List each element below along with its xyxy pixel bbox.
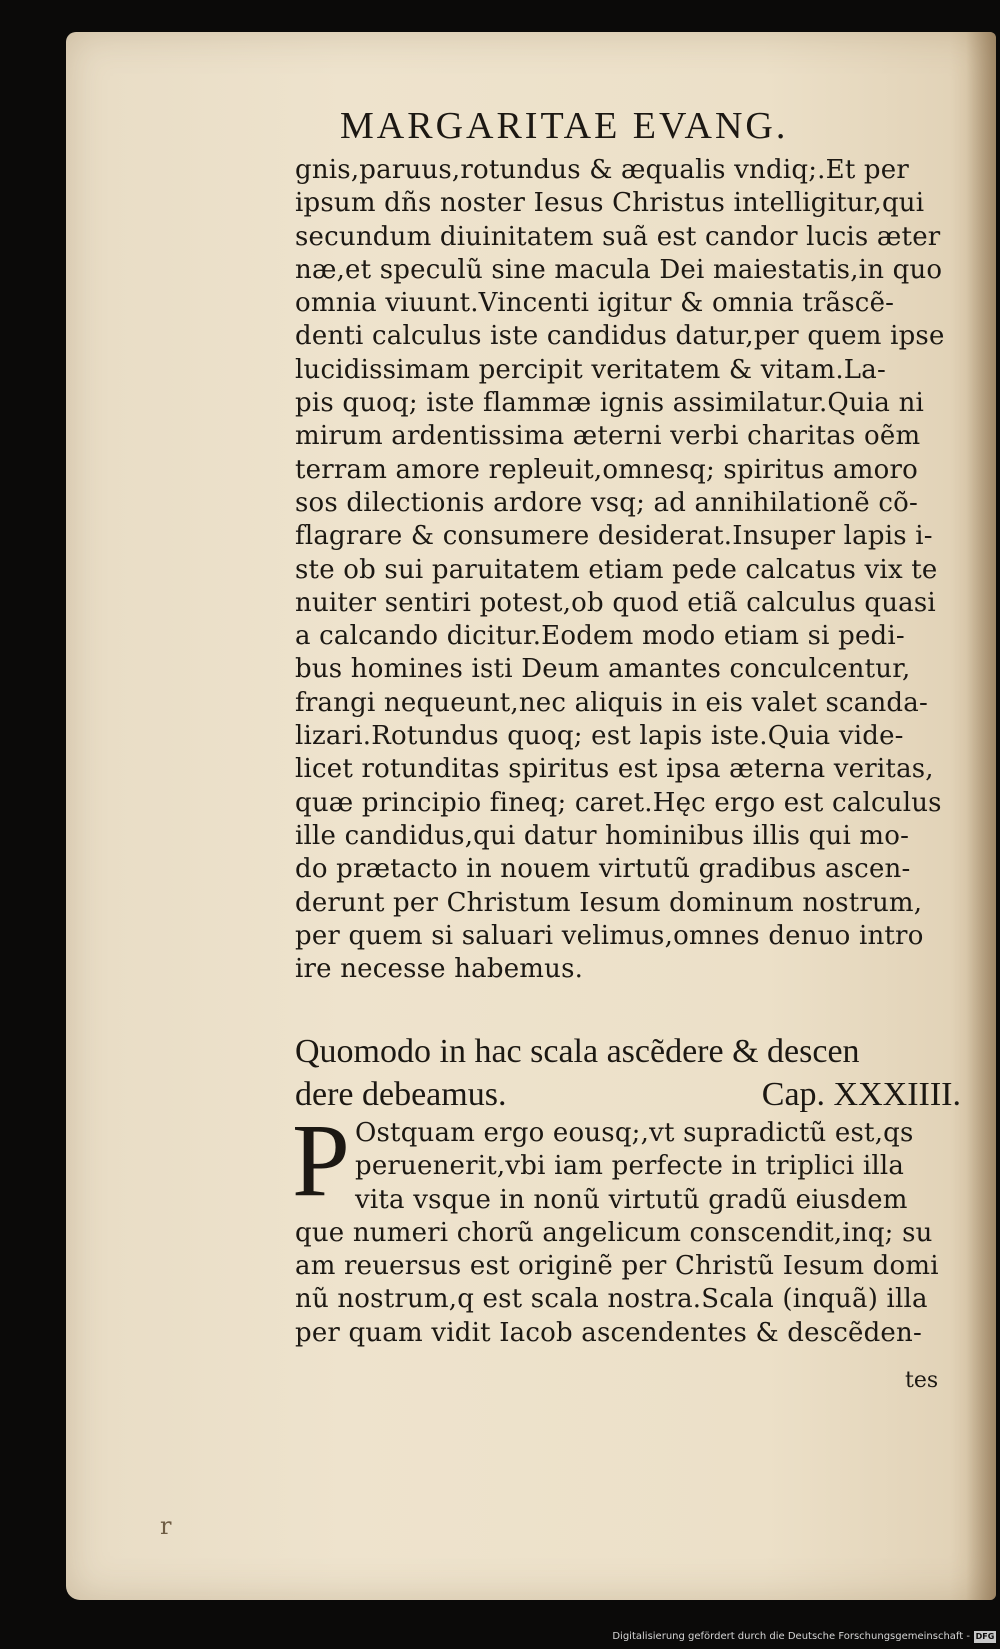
chapter-heading [295,1030,965,1116]
text-line: sos dilectionis ardore vsq; ad annihilationẽ cõ- [295,487,918,518]
text-line: ille candidus,qui datur hominibus illis qui mo- [295,820,910,851]
text-line: per quam vidit Iacob ascendentes & descẽden- [295,1317,922,1348]
drop-cap-initial: P [292,1103,350,1218]
text-line: omnia viuunt.Vincenti igitur & omnia trãscẽ- [295,288,895,319]
text-line: ire necesse habemus. [295,954,584,985]
text-line: que numeri chorũ angelicum conscendit,inq; su [295,1217,933,1248]
text-line: frangi nequeunt,nec aliquis in eis valet scanda- [295,687,928,718]
text-line: mirum ardentissima æterni verbi charitas oẽm [295,421,921,452]
text-line: derunt per Christum Iesum dominum nostrum, [295,887,923,918]
body-text [295,154,965,986]
text-line: lucidissimam percipit veritatem & vitam.La- [295,354,886,385]
chapter-body-text [295,1117,965,1350]
text-line: peruenerit,vbi iam perfecte in triplici illa [355,1151,905,1182]
text-line: do prætacto in nouem virtutũ gradibus ascen- [295,854,911,885]
text-line: gnis,paruus,rotundus & æqualis vndiq;.Et per [295,155,909,185]
text-line: næ,et speculũ sine macula Dei maiestatis,in quo [295,254,943,285]
text-line: bus homines isti Deum amantes conculcentur, [295,654,911,685]
chapter-title-continuation: dere debeamus. [295,1076,507,1113]
text-line: vita vsque in nonũ virtutũ gradũ eiusdem [355,1184,908,1215]
text-line: a calcando dicitur.Eodem modo etiam si pedi- [295,621,905,652]
margin-mark: r [160,1512,172,1540]
chapter-number: Cap. XXXIIII. [761,1076,961,1113]
text-line: am reuersus est originẽ per Christũ Iesum domi [295,1251,939,1282]
text-line: nũ nostrum,q est scala nostra.Scala (inquã) illa [295,1284,928,1315]
text-line: secundum diuinitatem suã est candor lucis æter [295,221,941,252]
text-line: terram amore repleuit,omnesq; spiritus amoro [295,454,918,485]
text-line: per quem si saluari velimus,omnes denuo intro [295,920,924,951]
text-line: pis quoq; iste flammæ ignis assimilatur.Quia ni [295,388,925,419]
text-line: quæ principio fineq; caret.Hęc ergo est calculus [295,787,942,818]
digitization-credit: Digitalisierung gefördert durch die Deutsche Forschungsgemeinschaft - [612,1631,970,1642]
text-line: denti calculus iste candidus datur,per quem ipse [295,321,945,352]
dfg-logo: DFG [975,1632,995,1641]
text-line: ipsum dñs noster Iesus Christus intelligitur,qui [295,188,925,219]
text-line: Ostquam ergo eousq;,vt supradictũ est,qs [355,1118,914,1148]
chapter-title-row [295,1073,965,1116]
text-line: flagrare & consumere desiderat.Insuper lapis i- [295,521,933,552]
text-line: nuiter sentiri potest,ob quod etiã calculus quasi [295,587,936,618]
text-line: licet rotunditas spiritus est ipsa æterna veritas, [295,754,934,785]
chapter-title-line: Quomodo in hac scala ascẽdere & descen [295,1033,860,1070]
text-line: ste ob sui paruitatem etiam pede calcatus vix te [295,554,938,585]
catchword: tes [905,1368,939,1393]
text-line: lizari.Rotundus quoq; est lapis iste.Quia vide- [295,721,904,752]
running-head: MARGARITAE EVANG. [340,105,789,147]
